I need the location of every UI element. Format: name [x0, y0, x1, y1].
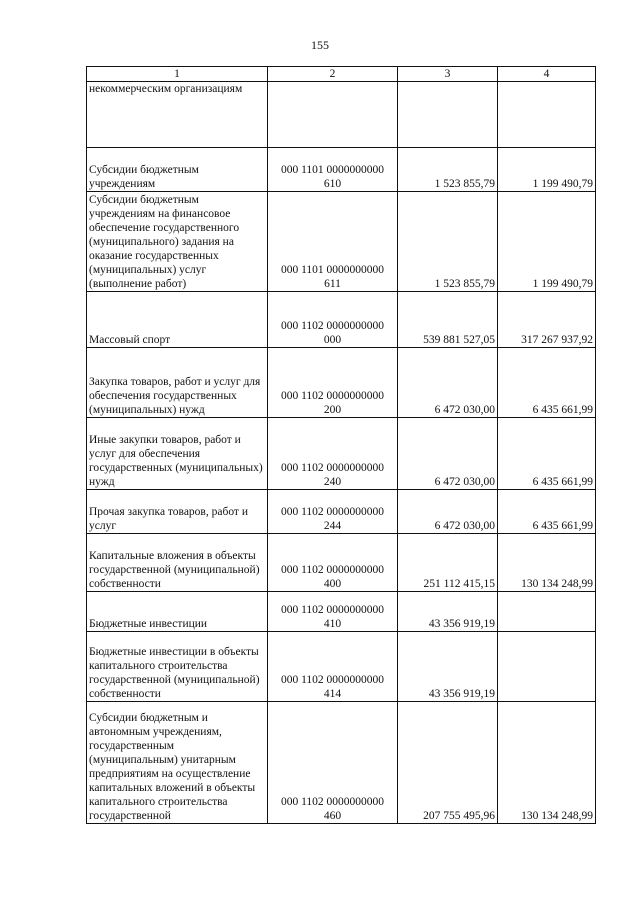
row-name-cell: Субсидии бюджетным учреждениям на финансовое обеспечение государственного (муниципального) задания на оказание государственных (муниципальных) услуг (выполнение работ)	[87, 192, 268, 292]
row-name-cell: Бюджетные инвестиции в объекты капитального строительства государственной (муниципальной) собственности	[87, 632, 268, 702]
row-col4-cell: 1 199 490,79	[498, 192, 596, 292]
code-line-2: 414	[323, 688, 342, 700]
code-line-2: 000	[323, 334, 342, 346]
table-row	[87, 592, 596, 632]
row-code-cell	[268, 490, 398, 534]
code-line-1: 000 1102 0000000000	[280, 462, 385, 474]
row-name-cell: Прочая закупка товаров, работ и услуг	[87, 490, 268, 534]
row-code-cell	[268, 148, 398, 192]
code-line-1: 000 1102 0000000000	[280, 674, 385, 686]
row-name-cell: некоммерческим организациям	[87, 82, 268, 148]
row-code-cell	[268, 632, 398, 702]
code-line-2: 400	[323, 578, 342, 590]
row-name-cell: Бюджетные инвестиции	[87, 592, 268, 632]
row-name-cell: Субсидии бюджетным и автономным учреждениям, государственным (муниципальным) унитарным предприятиям на осуществление капитальных вложений в объекты капитального строительства государственной	[87, 702, 268, 824]
header-col-3: 3	[398, 67, 498, 82]
row-col4-cell: 6 435 661,99	[498, 418, 596, 490]
code-line-2: 240	[323, 476, 342, 488]
row-code-cell	[268, 592, 398, 632]
code-line-1: 000 1102 0000000000	[280, 320, 385, 332]
row-col4-cell: 6 435 661,99	[498, 490, 596, 534]
row-name-cell: Закупка товаров, работ и услуг для обеспечения государственных (муниципальных) нужд	[87, 348, 268, 418]
table-row	[87, 490, 596, 534]
row-code-cell	[268, 702, 398, 824]
table-header-row	[87, 67, 596, 82]
row-col3-cell	[398, 82, 498, 148]
table-row	[87, 192, 596, 292]
row-name-cell: Массовый спорт	[87, 292, 268, 348]
row-code-cell	[268, 534, 398, 592]
table-row	[87, 534, 596, 592]
code-line-1: 000 1101 0000000000	[280, 264, 385, 276]
row-name-cell: Капитальные вложения в объекты государственной (муниципальной) собственности	[87, 534, 268, 592]
row-col4-cell	[498, 632, 596, 702]
row-col4-cell	[498, 592, 596, 632]
row-code-cell	[268, 348, 398, 418]
table-row	[87, 148, 596, 192]
row-code-cell	[268, 192, 398, 292]
table-row	[87, 632, 596, 702]
code-line-1: 000 1102 0000000000	[280, 564, 385, 576]
code-line-2: 611	[324, 278, 341, 290]
row-col3-cell: 1 523 855,79	[398, 192, 498, 292]
row-col3-cell: 207 755 495,96	[398, 702, 498, 824]
code-line-2: 610	[323, 178, 342, 190]
row-col3-cell: 6 472 030,00	[398, 348, 498, 418]
row-col4-cell: 1 199 490,79	[498, 148, 596, 192]
row-col3-cell: 6 472 030,00	[398, 418, 498, 490]
table-row	[87, 348, 596, 418]
code-line-1: 000 1102 0000000000	[280, 390, 385, 402]
header-col-2: 2	[268, 67, 398, 82]
row-col3-cell: 6 472 030,00	[398, 490, 498, 534]
header-col-1: 1	[87, 67, 268, 82]
row-code-cell	[268, 418, 398, 490]
row-col4-cell	[498, 82, 596, 148]
code-line-1: 000 1102 0000000000	[280, 506, 385, 518]
code-line-2: 460	[323, 810, 342, 822]
row-col4-cell: 130 134 248,99	[498, 534, 596, 592]
header-col-4: 4	[498, 67, 596, 82]
code-line-2: 244	[323, 520, 342, 532]
row-name-cell: Иные закупки товаров, работ и услуг для обеспечения государственных (муниципальных) нужд	[87, 418, 268, 490]
row-col3-cell: 43 356 919,19	[398, 592, 498, 632]
code-line-1: 000 1101 0000000000	[280, 164, 385, 176]
code-line-1: 000 1102 0000000000	[280, 604, 385, 616]
table-row	[87, 82, 596, 148]
row-name-cell: Субсидии бюджетным учреждениям	[87, 148, 268, 192]
row-code-cell	[268, 292, 398, 348]
row-col3-cell: 1 523 855,79	[398, 148, 498, 192]
row-col3-cell: 43 356 919,19	[398, 632, 498, 702]
row-col4-cell: 6 435 661,99	[498, 348, 596, 418]
row-code-cell	[268, 82, 398, 148]
table-row	[87, 418, 596, 490]
row-col4-cell: 130 134 248,99	[498, 702, 596, 824]
code-line-1: 000 1102 0000000000	[280, 796, 385, 808]
code-line-2: 410	[323, 618, 342, 630]
table-row	[87, 702, 596, 824]
page-number: 155	[311, 38, 329, 52]
row-col3-cell: 539 881 527,05	[398, 292, 498, 348]
row-col4-cell: 317 267 937,92	[498, 292, 596, 348]
budget-table	[86, 66, 596, 824]
code-line-2: 200	[323, 404, 342, 416]
row-col3-cell: 251 112 415,15	[398, 534, 498, 592]
table-row	[87, 292, 596, 348]
